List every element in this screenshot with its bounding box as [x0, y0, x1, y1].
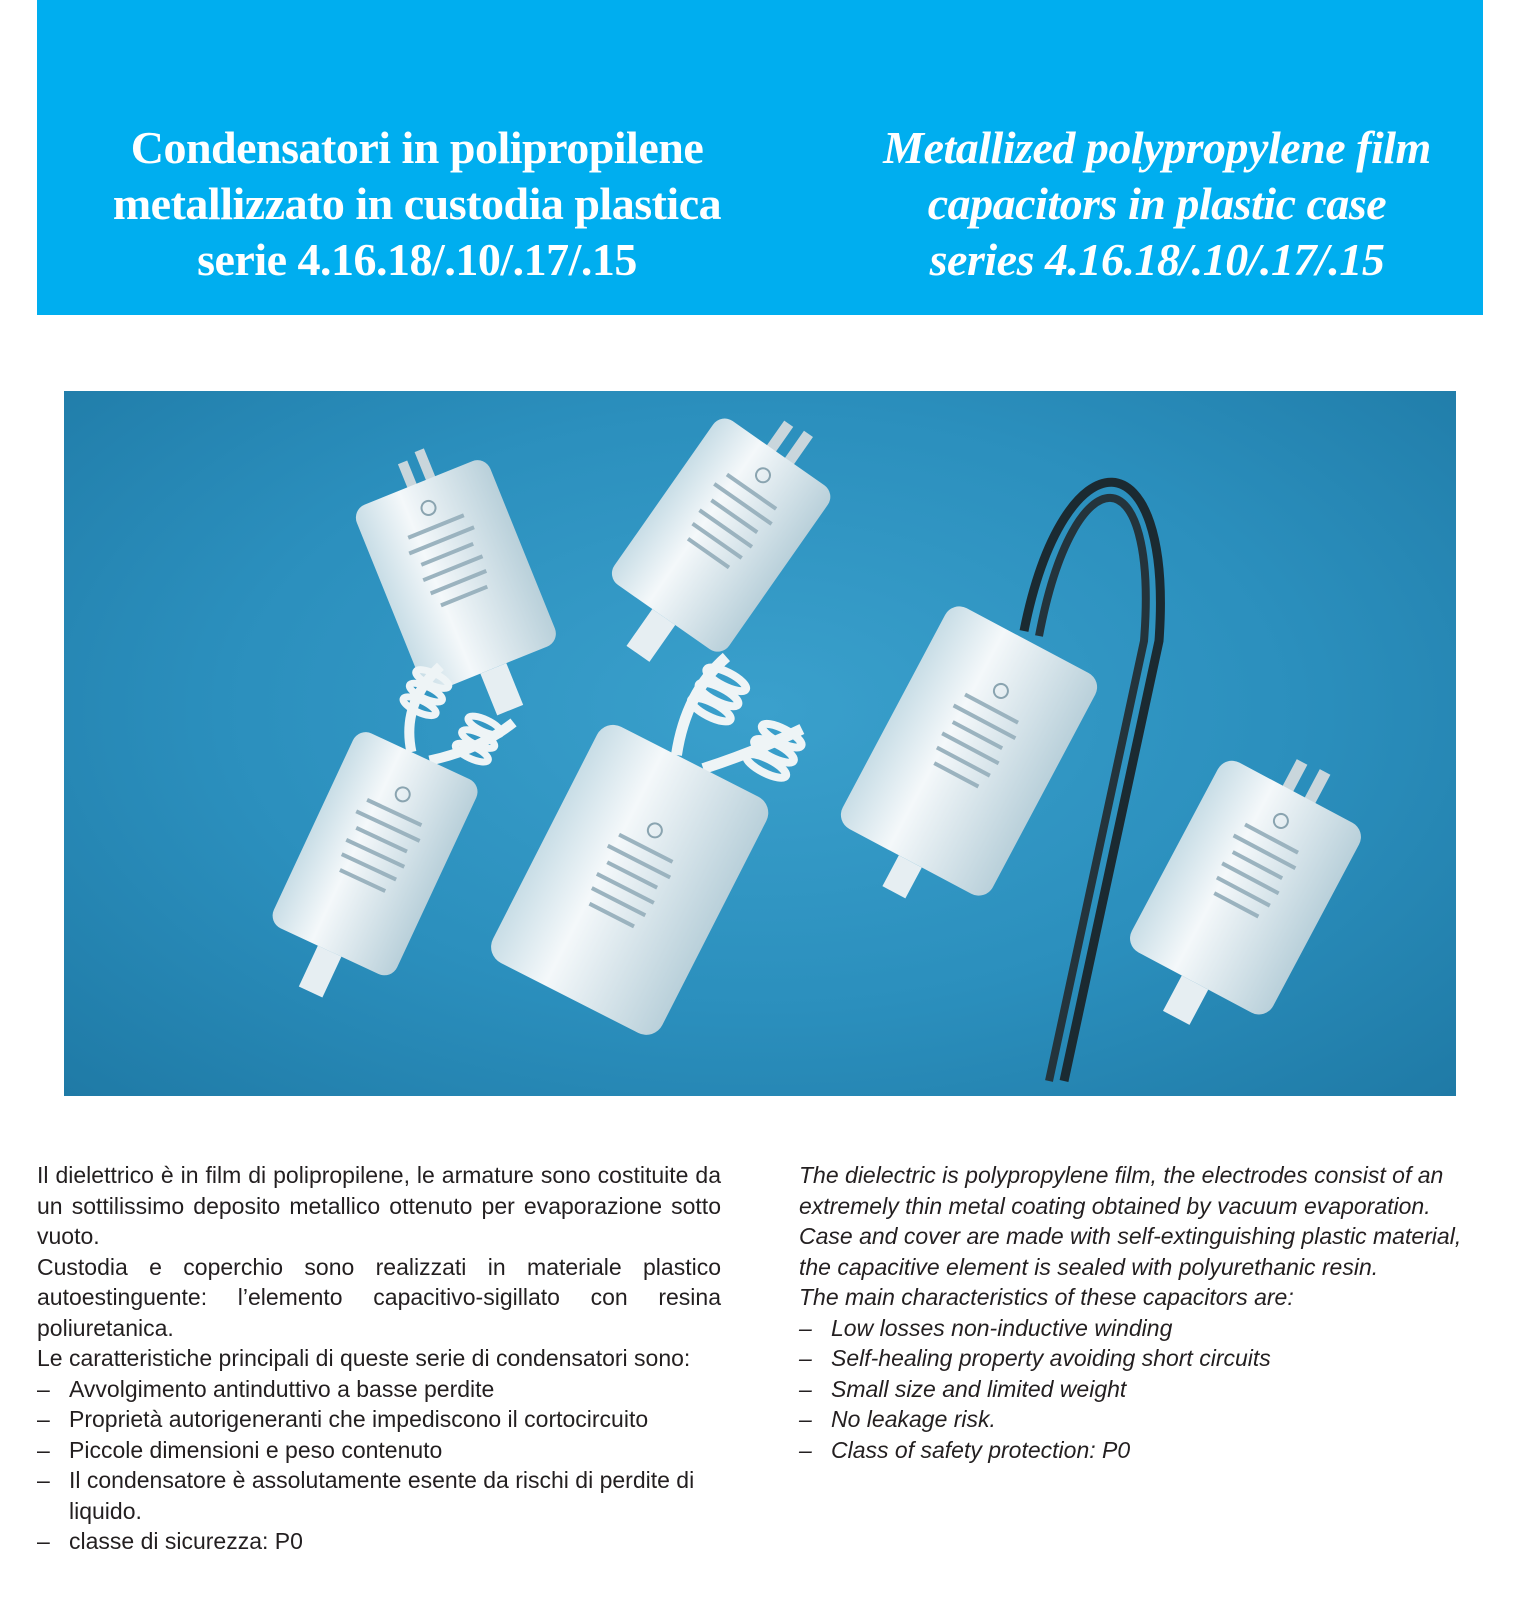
- title-english-line-3: series 4.16.18/.10/.17/.15: [929, 234, 1385, 285]
- paragraph-characteristics-en: The main characteristics of these capacitors are:: [799, 1284, 1294, 1310]
- list-item: – No leakage risk.: [799, 1404, 1489, 1435]
- capacitor-3: [249, 646, 522, 1022]
- paragraph-dielectric-it: Il dielettrico è in film di polipropilene, le armature sono costituite da un sottilissimo deposito metallico ottenuto per evaporazione sotto vuoto.: [37, 1162, 721, 1249]
- paragraph-case-it: Custodia e coperchio sono realizzati in materiale plastico autoestinguente: l’elemento capacitivo-sigillato con resina poliuretanica.: [37, 1253, 721, 1341]
- list-item: – Il condensatore è assolutamente esente da rischi di perdite di liquido.: [37, 1465, 721, 1526]
- header-banner: [37, 0, 1483, 315]
- capacitor-4: [485, 621, 825, 1041]
- list-item: – Low losses non-inductive winding: [799, 1313, 1489, 1344]
- list-item: – Avvolgimento antinduttivo a basse perdite: [37, 1374, 721, 1405]
- body-italian: [37, 1160, 721, 1557]
- title-italian-line-3: serie 4.16.18/.10/.17/.15: [197, 234, 637, 285]
- characteristics-list-it: [37, 1374, 721, 1557]
- title-italian-line-2: metallizzato in custodia plastica: [112, 178, 722, 229]
- capacitor-6: [1106, 727, 1382, 1056]
- capacitor-1: [340, 428, 577, 737]
- list-item: – Class of safety protection: P0: [799, 1435, 1489, 1466]
- body-english: [799, 1160, 1489, 1465]
- product-photo: [64, 391, 1456, 1096]
- title-italian-line-1: Condensatori in polipropilene: [130, 122, 704, 173]
- title-italian: [107, 120, 727, 288]
- capacitors-illustration: [64, 391, 1456, 1096]
- list-item: – classe di sicurezza: P0: [37, 1526, 721, 1557]
- title-english: [847, 120, 1467, 288]
- list-item: – Self-healing property avoiding short circuits: [799, 1343, 1489, 1374]
- paragraph-dielectric-en: The dielectric is polypropylene film, the electrodes consist of an extremely thin metal coating obtained by vacuum evaporation.: [799, 1162, 1444, 1219]
- title-english-line-1: Metallized polypropylene film: [883, 122, 1431, 173]
- capacitor-2: [581, 391, 855, 694]
- list-item: – Small size and limited weight: [799, 1374, 1489, 1405]
- paragraph-characteristics-it: Le caratteristiche principali di queste serie di condensatori sono:: [37, 1345, 691, 1371]
- characteristics-list-en: [799, 1313, 1489, 1466]
- title-english-line-2: capacitors in plastic case: [927, 178, 1387, 229]
- paragraph-case-en: Case and cover are made with self-extinguishing plastic material, the capacitive element is sealed with polyurethanic resin.: [799, 1223, 1462, 1280]
- list-item: – Proprietà autorigeneranti che impediscono il cortocircuito: [37, 1404, 721, 1435]
- capacitor-5: [819, 482, 1161, 1081]
- list-item: – Piccole dimensioni e peso contenuto: [37, 1435, 721, 1466]
